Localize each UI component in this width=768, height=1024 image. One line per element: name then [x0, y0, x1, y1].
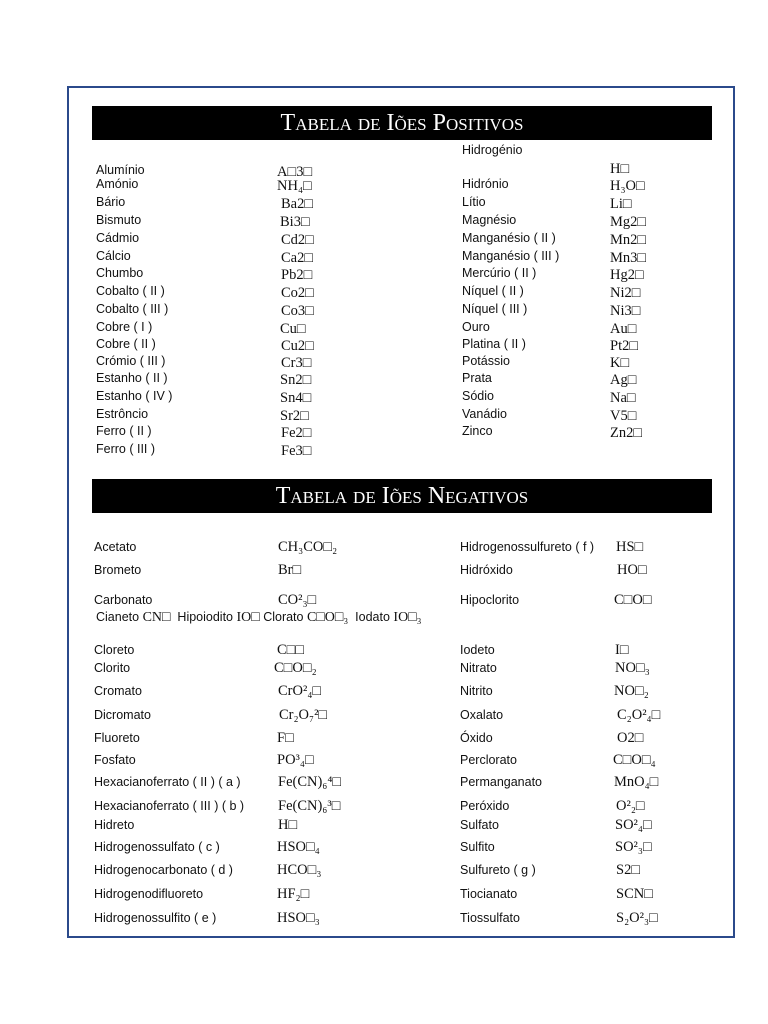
ion-name: Permanganato — [460, 775, 543, 789]
ion-name: Hidrogenodifluoreto — [94, 887, 204, 901]
ion-formula: C□O□ — [614, 592, 652, 608]
ion-formula: Cu□ — [280, 321, 306, 337]
ion-name: Vanádio — [462, 407, 507, 421]
ion-formula: F□ — [277, 730, 294, 746]
ion-formula: O²₂□ — [616, 798, 645, 814]
ion-name: Zinco — [462, 424, 493, 438]
ion-formula: HSO□₄ — [277, 839, 320, 855]
ion-formula: HSO□₃ — [277, 910, 320, 926]
extra-ions-line — [96, 609, 422, 626]
ion-formula: Br□ — [278, 562, 302, 578]
ion-name: Cromato — [94, 684, 142, 698]
ion-formula: Sn4□ — [280, 390, 312, 406]
ion-formula: Li□ — [610, 196, 632, 212]
ion-name: Níquel ( III ) — [462, 302, 528, 316]
ion-formula: Fe(CN)₆³□ — [278, 798, 341, 814]
ion-name: Brometo — [94, 563, 142, 577]
positive-ions-title: Tabela de Iões Positivos — [92, 106, 712, 140]
ion-name: Hidrogenossulfito ( e ) — [94, 911, 217, 925]
ion-name: Hidrogenocarbonato ( d ) — [94, 863, 233, 877]
ion-name: Magnésio — [462, 213, 517, 227]
ion-formula: Ni2□ — [610, 285, 641, 301]
ion-formula: Sn2□ — [280, 372, 312, 388]
ion-formula: Mn3□ — [610, 250, 647, 266]
ion-formula: C□O□₄ — [613, 752, 656, 768]
ion-name: Prata — [462, 371, 492, 385]
ion-name: Acetato — [94, 540, 137, 554]
ion-name: Cobre ( I ) — [96, 320, 153, 334]
ion-name: Hidróxido — [460, 563, 513, 577]
ion-name: Nitrato — [460, 661, 497, 675]
ion-name: Hipoiodito — [170, 610, 237, 624]
ion-formula: Pb2□ — [281, 267, 313, 283]
ion-formula: Hg2□ — [610, 267, 644, 283]
ion-formula: Ca2□ — [281, 250, 314, 266]
ion-formula: Mg2□ — [610, 214, 647, 230]
ion-formula: HF₂□ — [277, 886, 310, 902]
ion-name: Sulfito — [460, 840, 495, 854]
ion-formula: SCN□ — [616, 886, 653, 902]
ion-name: Cobre ( II ) — [96, 337, 156, 351]
ion-name: Ferro ( II ) — [96, 424, 152, 438]
ion-name: Cálcio — [96, 249, 131, 263]
ion-name: Bário — [96, 195, 126, 209]
ion-name: Sulfato — [460, 818, 499, 832]
ion-name: Ouro — [462, 320, 490, 334]
ion-name: Hidrogenossulfureto ( f ) — [460, 540, 595, 554]
ion-name: Hidrogénio — [462, 143, 523, 157]
ion-formula: CrO²₄□ — [278, 683, 322, 699]
ion-name: Dicromato — [94, 708, 151, 722]
ion-formula: Bi3□ — [280, 214, 310, 230]
ion-formula: C₂O²₄□ — [617, 707, 661, 723]
ion-formula: Ag□ — [610, 372, 637, 388]
ion-formula: Cr3□ — [281, 355, 312, 371]
ion-name: Potássio — [462, 354, 510, 368]
ion-formula: I□ — [615, 642, 629, 658]
ion-formula: IO□ — [236, 610, 260, 625]
ion-formula: Fe2□ — [281, 425, 312, 441]
ion-name: Bismuto — [96, 213, 142, 227]
ion-name: Mercúrio ( II ) — [462, 266, 537, 280]
ion-name: Fosfato — [94, 753, 136, 767]
negative-ions-title: Tabela de Iões Negativos — [92, 479, 712, 513]
ion-name: Cobalto ( III ) — [96, 302, 169, 316]
ion-formula: Cd2□ — [281, 232, 314, 248]
ion-formula: V5□ — [610, 408, 637, 424]
ion-name: Níquel ( II ) — [462, 284, 524, 298]
ion-name: Estrôncio — [96, 407, 149, 421]
ion-name: Hidrónio — [462, 177, 509, 191]
ion-name: Iodato — [348, 610, 394, 624]
ion-formula: Co3□ — [281, 303, 314, 319]
ion-formula: PO³₄□ — [277, 752, 314, 768]
ion-name: Cádmio — [96, 231, 140, 245]
ion-formula: Fe3□ — [281, 443, 312, 459]
ion-name: Manganésio ( III ) — [462, 249, 560, 263]
ion-name: Alumínio — [96, 163, 145, 177]
ion-formula: Ni3□ — [610, 303, 641, 319]
ion-name: Perclorato — [460, 753, 517, 767]
ion-formula: H□ — [610, 161, 630, 177]
ion-name: Sulfureto ( g ) — [460, 863, 536, 877]
ion-name: Hipoclorito — [460, 593, 520, 607]
ion-name: Tiocianato — [460, 887, 518, 901]
ion-name: Estanho ( II ) — [96, 371, 168, 385]
ion-formula: CH₃CO□₂ — [278, 539, 338, 555]
ion-name: Hidrogenossulfato ( c ) — [94, 840, 220, 854]
ion-name: Nitrito — [460, 684, 493, 698]
ion-formula: CO²₃□ — [278, 592, 317, 608]
ion-name: Hexacianoferrato ( III ) ( b ) — [94, 799, 245, 813]
ion-formula: HO□ — [617, 562, 647, 578]
ion-formula: CN□ — [142, 610, 171, 625]
ion-name: Lítio — [462, 195, 486, 209]
ion-formula: NH₄□ — [277, 178, 312, 194]
ion-formula: NO□₂ — [614, 683, 649, 699]
ion-formula: C□O□₂ — [274, 660, 317, 676]
ion-formula: O2□ — [617, 730, 644, 746]
ion-name: Manganésio ( II ) — [462, 231, 556, 245]
ion-name: Clorito — [94, 661, 131, 675]
ion-formula: K□ — [610, 355, 630, 371]
ion-formula: Ba2□ — [281, 196, 314, 212]
ion-name: Cloreto — [94, 643, 135, 657]
ion-formula: IO□₃ — [393, 610, 422, 625]
ion-formula: Pt2□ — [610, 338, 639, 354]
ion-formula: Cr₂O₇²□ — [279, 707, 328, 723]
ion-formula: SO²₄□ — [615, 817, 652, 833]
ion-formula: Mn2□ — [610, 232, 647, 248]
ion-formula: Co2□ — [281, 285, 314, 301]
ion-formula: S2□ — [616, 862, 641, 878]
ion-name: Amónio — [96, 177, 139, 191]
ion-formula: NO□₃ — [615, 660, 650, 676]
ion-name: Estanho ( IV ) — [96, 389, 173, 403]
ion-name: Iodeto — [460, 643, 495, 657]
ion-name: Clorato — [259, 610, 307, 624]
ion-formula: S₂O²₃□ — [616, 910, 658, 926]
ion-formula: Na□ — [610, 390, 636, 406]
ion-name: Platina ( II ) — [462, 337, 526, 351]
ion-formula: Cu2□ — [281, 338, 314, 354]
ion-formula: Sr2□ — [280, 408, 309, 424]
ion-name: Crómio ( III ) — [96, 354, 166, 368]
ion-formula: HS□ — [616, 539, 644, 555]
ion-name: Carbonato — [94, 593, 153, 607]
ion-name: Chumbo — [96, 266, 144, 280]
ion-name: Tiossulfato — [460, 911, 520, 925]
ion-name: Fluoreto — [94, 731, 140, 745]
ion-formula: A□3□ — [277, 164, 313, 180]
ion-formula: Fe(CN)₆⁴□ — [278, 774, 342, 790]
ion-formula: HCO□₃ — [277, 862, 322, 878]
ion-name: Hidreto — [94, 818, 135, 832]
ion-name: Sódio — [462, 389, 494, 403]
ion-name: Óxido — [460, 731, 493, 745]
ion-name: Oxalato — [460, 708, 504, 722]
ion-name: Ferro ( III ) — [96, 442, 156, 456]
ion-formula: Au□ — [610, 321, 637, 337]
ion-name: Peróxido — [460, 799, 510, 813]
ion-formula: Zn2□ — [610, 425, 643, 441]
ion-name: Cobalto ( II ) — [96, 284, 165, 298]
ion-name: Cianeto — [96, 610, 143, 624]
ion-formula: H₃O□ — [610, 178, 645, 194]
ion-formula: MnO₄□ — [614, 774, 659, 790]
ion-formula: C□O□₃ — [306, 610, 349, 625]
ion-formula: C□□ — [277, 642, 305, 658]
ion-formula: H□ — [278, 817, 298, 833]
ion-name: Hexacianoferrato ( II ) ( a ) — [94, 775, 241, 789]
ion-formula: SO²₃□ — [615, 839, 652, 855]
